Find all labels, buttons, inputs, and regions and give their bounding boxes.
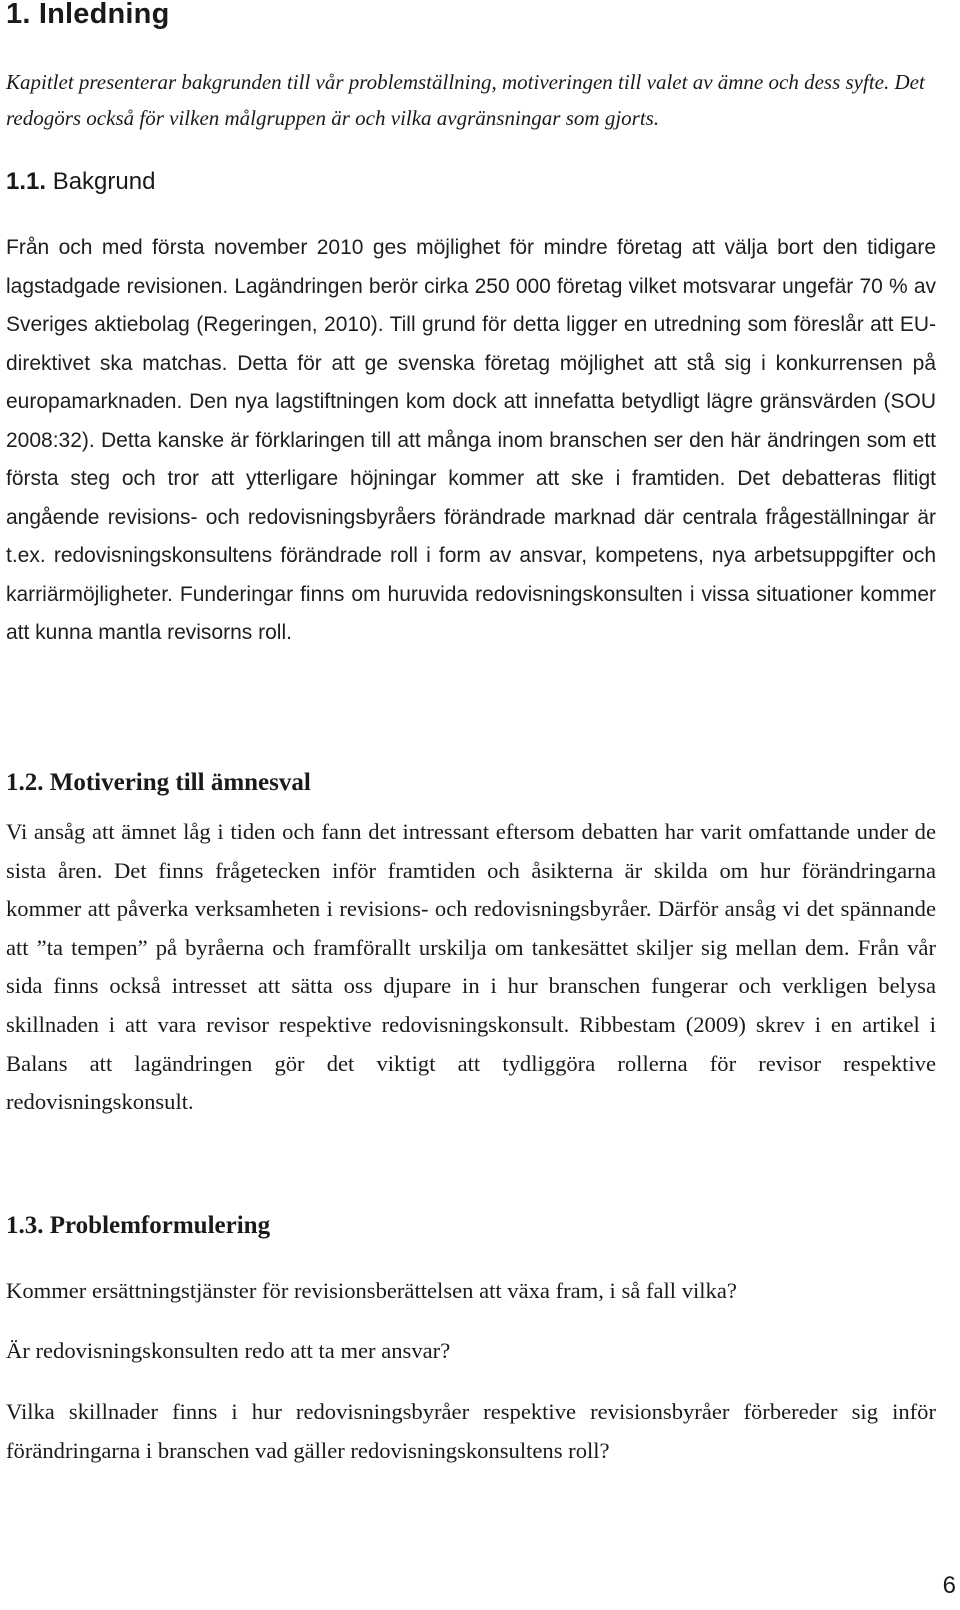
chapter-intro: Kapitlet presenterar bakgrunden till vår problemställning, motiveringen till valet av ämne och dess syfte. Det redogörs också för vilken målgruppen är och vilka avgränsningar som gjorts. [6, 70, 925, 130]
section-heading-bakgrund [6, 168, 155, 196]
research-question-3: Vilka skillnader finns i hur redovisningsbyråer respektive revisionsbyråer förbereder sig inför förändringarna i branschen vad gäller redovisningskonsultens roll? [6, 1399, 936, 1463]
chapter-title: 1. Inledning [6, 0, 170, 30]
research-question-1: Kommer ersättningstjänster för revisionsberättelsen att växa fram, i så fall vilka? [6, 1278, 737, 1303]
section-number-bakgrund: 1.1. [6, 168, 47, 195]
research-question-2: Är redovisningskonsulten redo att ta mer ansvar? [6, 1338, 451, 1363]
section-heading-problemformulering: 1.3. Problemformulering [6, 1212, 271, 1239]
section-title-bakgrund: Bakgrund [52, 168, 156, 195]
motivering-paragraph: Vi ansåg att ämnet låg i tiden och fann det intressant eftersom debatten har varit omfattande under de sista åren. Det finns frågetecken inför framtiden och åsikterna är skilda om hur förändringarna kommer att påverka verksamheten i revisions- och redovisningsbyråer. Därför ansåg vi det spännande att ”ta tempen” på byråerna och framförallt urskilja om tankesättet skiljer sig mellan dem. Från vår sida finns också intresset att sätta oss djupare in i hur branschen fungerar och verkligen belysa skillnaden i att vara revisor respektive redovisningskonsult. Ribbestam (2009) skrev i en artikel i Balans att lagändringen gör det viktigt att tydliggöra rollerna för revisor respektive redovisningskonsult. [6, 819, 936, 1115]
bakgrund-paragraph: Från och med första november 2010 ges möjlighet för mindre företag att välja bort den tidigare lagstadgade revisionen. Lagändringen berör cirka 250 000 företag vilket motsvarar ungefär 70 % av Sveriges aktiebolag (Regeringen, 2010). Till grund för detta ligger en utredning som föreslår att EU-direktivet ska matchas. Detta för att ge svenska företag möjlighet att stå sig i konkurrensen på europamarknaden. Den nya lagstiftningen kom dock att innefatta betydligt lägre gränsvärden (SOU 2008:32). Detta kanske är förklaringen till att många inom branschen ser den här ändringen som ett första steg och tror att ytterligare höjningar kommer att ske i framtiden. Det debatteras flitigt angående revisions- och redovisningsbyråers förändrade marknad där centrala frågeställningar är t.ex. redovisningskonsultens förändrade roll i form av ansvar, kompetens, nya arbetsuppgifter och karriärmöjligheter. Funderingar finns om huruvida redovisningskonsulten i vissa situationer kommer att kunna mantla revisorns roll. [6, 236, 936, 644]
section-heading-motivering: 1.2. Motivering till ämnesval [6, 769, 311, 796]
page-number: 6 [942, 1572, 956, 1599]
